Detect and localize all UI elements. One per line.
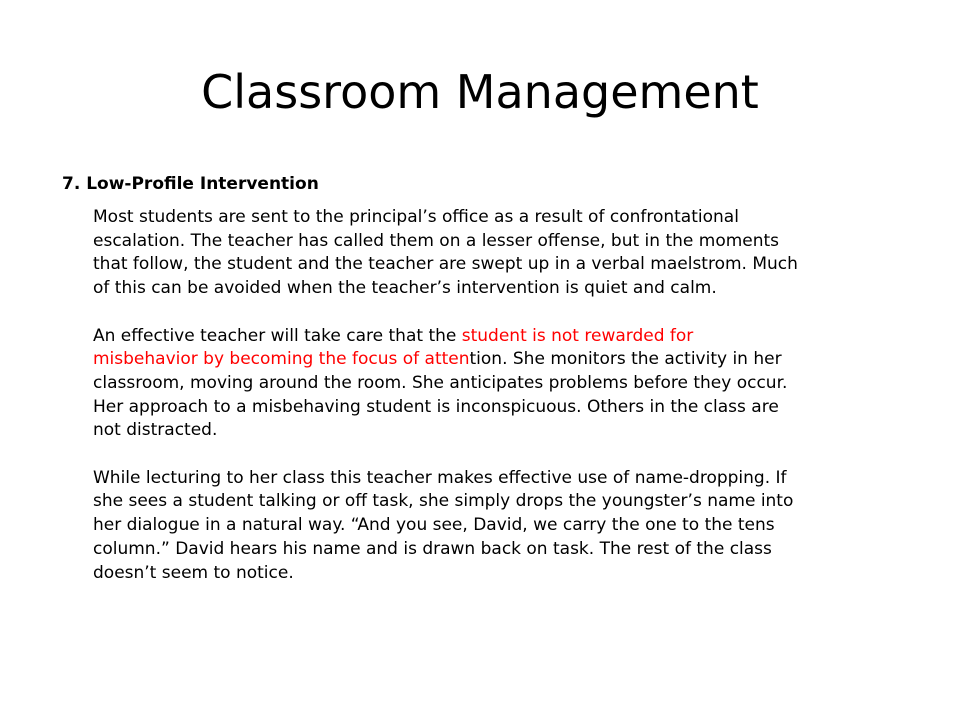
highlighted-text: student is not rewarded for — [461, 325, 694, 346]
paragraph-line: doesn’t seem to notice. — [93, 562, 294, 583]
paragraph-line: While lecturing to her class this teacher makes effective use of name-dropping. If — [93, 467, 787, 488]
paragraph-escalation — [93, 206, 908, 301]
paragraph-line: escalation. The teacher has called them on a lesser offense, but in the moments — [93, 230, 780, 251]
section-heading: 7. Low-Profile Intervention — [62, 174, 319, 194]
paragraph-line: Her approach to a misbehaving student is inconspicuous. Others in the class are — [93, 396, 779, 417]
line-text: tion. She monitors the activity in her — [469, 349, 782, 370]
paragraph-line — [93, 325, 908, 349]
paragraph-effective-teacher — [93, 325, 908, 444]
paragraph-line: she sees a student talking or off task, she simply drops the youngster’s name into — [93, 491, 794, 512]
paragraph-line: not distracted. — [93, 420, 218, 441]
slide-title: Classroom Management — [201, 65, 759, 119]
paragraph-line: her dialogue in a natural way. “And you see, David, we carry the one to the tens — [93, 515, 775, 536]
line-text: An effective teacher will take care that the — [93, 325, 462, 346]
paragraph-line: that follow, the student and the teacher are swept up in a verbal maelstrom. Much — [93, 254, 798, 275]
slide-content — [62, 173, 912, 609]
paragraph-line: column.” David hears his name and is drawn back on task. The rest of the class — [93, 538, 772, 559]
paragraph-line — [93, 348, 908, 372]
paragraph-name-dropping — [93, 467, 908, 586]
paragraph-line: classroom, moving around the room. She anticipates problems before they occur. — [93, 372, 788, 393]
highlighted-text: misbehavior by becoming the focus of atten — [93, 349, 470, 370]
paragraph-line: of this can be avoided when the teacher’s intervention is quiet and calm. — [93, 278, 717, 299]
paragraph-line: Most students are sent to the principal’s office as a result of confrontational — [93, 207, 739, 227]
